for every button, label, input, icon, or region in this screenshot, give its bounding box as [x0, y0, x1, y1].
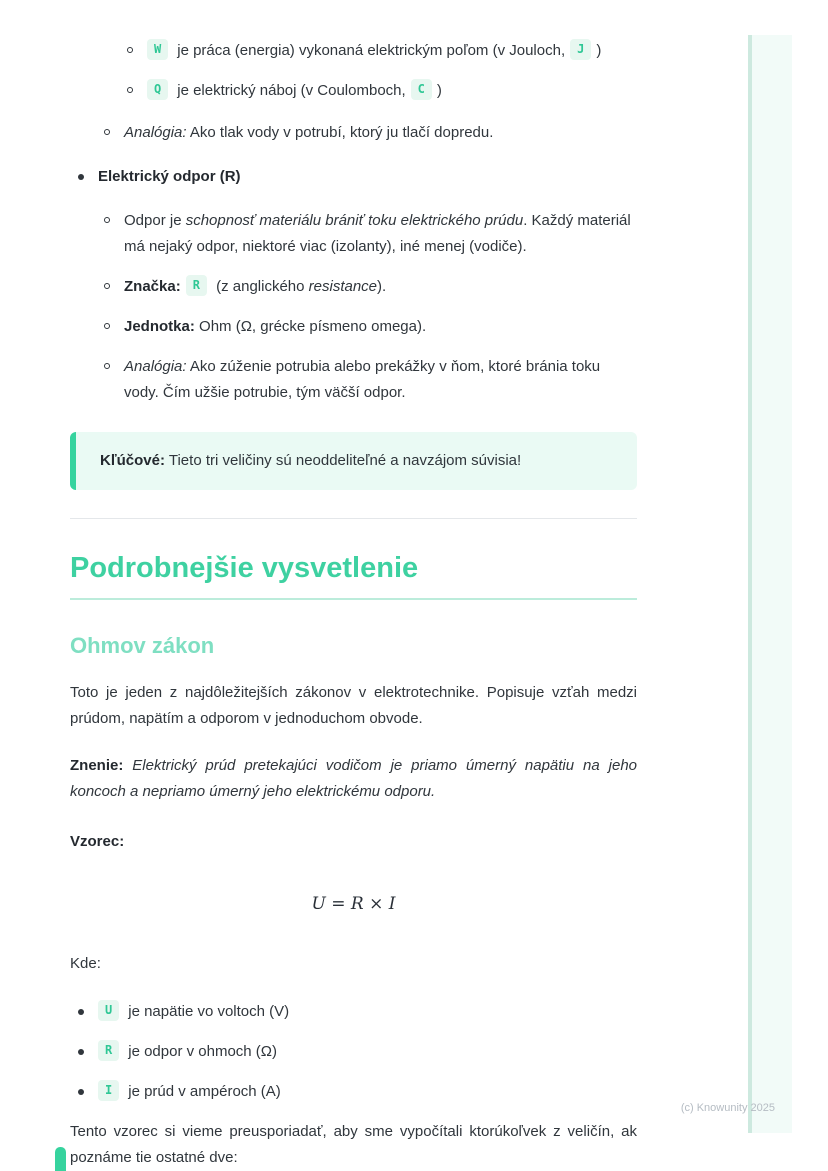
list-item-text [124, 120, 637, 146]
list-item [70, 1079, 637, 1105]
code-badge-j: J [570, 39, 591, 60]
list-item [70, 208, 637, 260]
symbol-italic: resistance [308, 278, 378, 295]
hollow-bullet-icon [127, 38, 139, 64]
list-item [70, 78, 637, 104]
list-item-text [98, 999, 637, 1025]
list-item-text [147, 38, 637, 64]
hollow-bullet-icon [104, 274, 116, 300]
key-callout [70, 432, 637, 490]
definition-italic: schopnosť materiálu brániť toku elektrického prúdu [185, 212, 524, 229]
list-item-suffix: ) [596, 42, 602, 59]
unit-text: Ohm (Ω, grécke písmeno omega). [194, 318, 427, 335]
section-divider [70, 518, 637, 519]
list-item-text [124, 274, 637, 300]
list-item [70, 314, 637, 340]
list-item-text [124, 314, 637, 340]
list-item-suffix: ) [436, 82, 442, 99]
code-badge-i: I [98, 1080, 119, 1101]
symbol-end: ). [377, 278, 387, 295]
list-item [70, 274, 637, 300]
paragraph: Toto je jeden z najdôležitejších zákonov v elektrotechnike. Popisuje vzťah medzi prúdom, napätím a odporom v jednoduchom obvode. [70, 684, 637, 727]
next-page-callout-accent [55, 1147, 66, 1171]
code-badge-w: W [147, 39, 168, 60]
definition-suffix: . Každý materiál má nejaký odpor, niektoré viac (izolanty), iné menej (vodiče). [124, 212, 631, 255]
list-item-text [124, 354, 637, 406]
page-content [70, 38, 637, 1171]
list-item [70, 38, 637, 64]
page-title: Podrobnejšie vysvetlenie [70, 551, 637, 600]
unit-label: Jednotka: [124, 318, 195, 335]
resistance-title: Elektrický odpor (R) [98, 168, 241, 185]
variables-list [70, 999, 637, 1105]
paragraph [70, 753, 637, 805]
code-badge-u: U [98, 1000, 119, 1021]
page-side-strip [748, 35, 792, 1133]
hollow-bullet-icon [104, 208, 116, 260]
subsection-title: Ohmov zákon [70, 633, 215, 658]
variable-description: je prúd v ampéroch (A) [128, 1083, 281, 1100]
symbol-label: Značka: [124, 278, 181, 295]
list-item [70, 164, 637, 190]
where-label: Kde: [70, 955, 101, 972]
analogy-label: Analógia: [124, 358, 187, 375]
statement-label: Znenie: [70, 757, 124, 774]
hollow-bullet-icon [104, 314, 116, 340]
list-item-text [98, 1039, 637, 1065]
filled-bullet-icon [78, 1039, 90, 1065]
hollow-bullet-icon [104, 120, 116, 146]
list-item-text [124, 208, 637, 260]
symbol-mid: (z anglického [211, 278, 309, 295]
list-item [70, 354, 637, 406]
analogy-text: Ako zúženie potrubia alebo prekážky v ňom, ktoré bránia toku vody. Čím užšie potrubie, tým väčší odpor. [124, 358, 601, 401]
list-item-text [98, 1079, 637, 1105]
hollow-bullet-icon [127, 78, 139, 104]
hollow-bullet-icon [104, 354, 116, 406]
list-item-label: je práca (energia) vykonaná elektrickým poľom (v Jouloch, [177, 42, 566, 59]
analogy-text: Ako tlak vody v potrubí, ktorý ju tlačí dopredu. [186, 124, 494, 141]
filled-bullet-icon [78, 1079, 90, 1105]
variable-description: je napätie vo voltoch (V) [128, 1003, 290, 1020]
formula-label: Vzorec: [70, 833, 125, 850]
filled-bullet-icon [78, 999, 90, 1025]
variable-description: je odpor v ohmoch (Ω) [128, 1043, 278, 1060]
callout-label: Kľúčové: [100, 452, 165, 469]
statement-text: Elektrický prúd pretekajúci vodičom je priamo úmerný napätiu na jeho koncoch a nepriamo úmerný jeho elektrickému odporu. [70, 757, 637, 800]
definition-prefix: Odpor je [124, 212, 186, 229]
code-badge-r: R [98, 1040, 119, 1061]
formula: U = R × I [311, 894, 396, 914]
list-item [70, 120, 637, 146]
analogy-label: Analógia: [124, 124, 187, 141]
copyright-footer: (c) Knowunity 2025 [680, 1102, 775, 1114]
code-badge-q: Q [147, 79, 168, 100]
callout-text: Tieto tri veličiny sú neoddeliteľné a navzájom súvisia! [164, 452, 522, 469]
code-badge-r: R [186, 275, 207, 296]
filled-bullet-icon [78, 164, 90, 190]
list-item-text [147, 78, 637, 104]
list-item-label: je elektrický náboj (v Coulomboch, [177, 82, 406, 99]
list-item [70, 999, 637, 1025]
code-badge-c: C [411, 79, 432, 100]
paragraph: Tento vzorec si vieme preusporiadať, aby sme vypočítali ktorúkoľvek z veličín, ak poznáme tie ostatné dve: [70, 1123, 637, 1166]
list-item [70, 1039, 637, 1065]
